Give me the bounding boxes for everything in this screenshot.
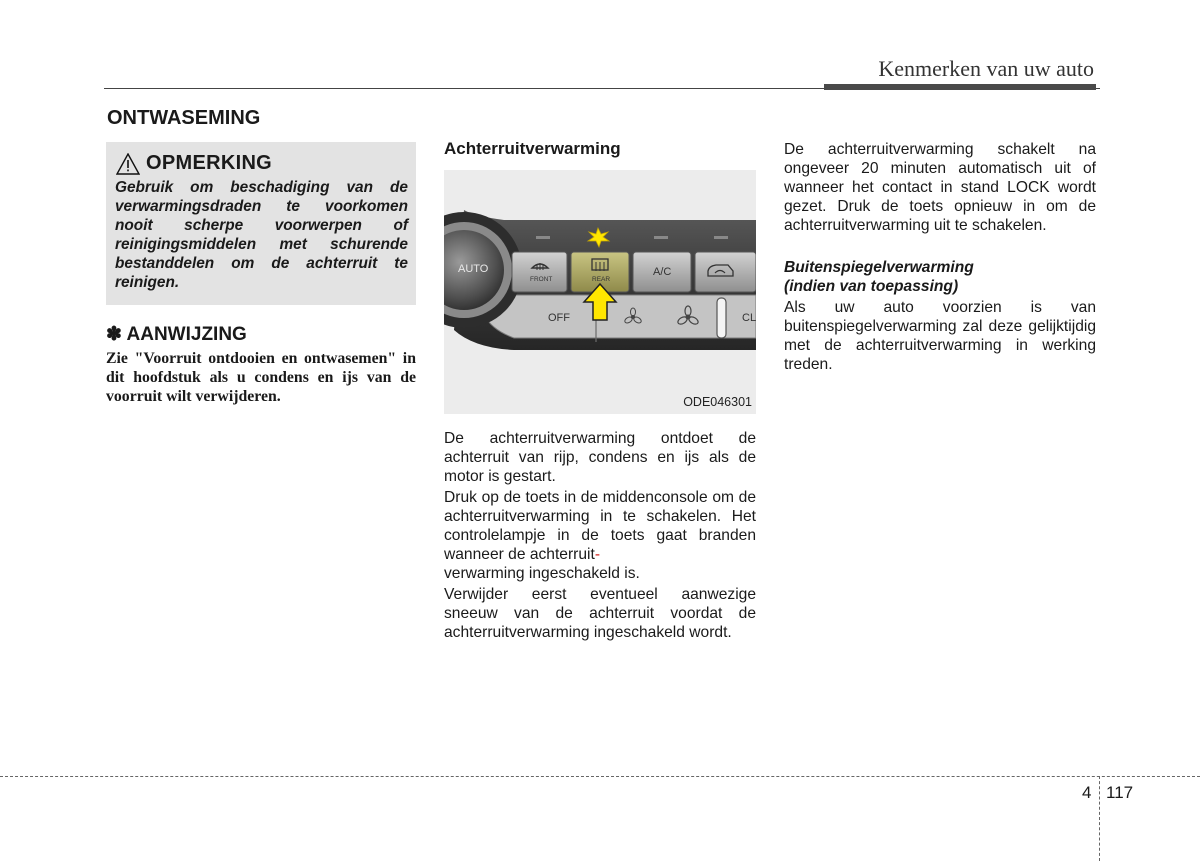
section-title: ONTWASEMING <box>107 107 261 129</box>
paragraph-snow: Verwijder eerst eventueel aanwezige sneeuw van de achterruit voordat de achterruitverwarming ingeschakeld wordt. <box>444 586 756 641</box>
ac-label: A/C <box>653 266 672 278</box>
auto-label: AUTO <box>458 263 489 275</box>
column-2-body <box>444 429 756 644</box>
header-rule-accent <box>824 84 1096 90</box>
paragraph-auto-off: De achterruitverwarming schakelt na ongeveer 20 minuten automatisch uit of wanneer het contact in stand LOCK wordt gezet. Druk de toets opnieuw in om de achterruitverwarming uit te schakelen. <box>784 141 1096 234</box>
mirror-heating-title <box>784 258 1096 296</box>
paragraph-usage-tail: verwarming ingeschakeld is. <box>444 565 640 582</box>
caution-box <box>106 142 416 305</box>
mirror-heating-body <box>784 298 1096 376</box>
warning-triangle-icon <box>116 153 140 175</box>
tip-text: Zie "Voorruit ontdooien en ontwasemen" in dit hoofdstuk als u condens en ijs van de voorruit wilt verwijderen. <box>106 350 416 405</box>
footer-divider <box>1099 776 1100 861</box>
hyphen-mark: - <box>594 546 601 563</box>
paragraph-usage-main: Druk op de toets in de middenconsole om de achterruitverwarming in te schakelen. Het controlelampje in de toets gaat branden wanneer de achterruit <box>444 489 756 563</box>
mirror-heating-title-line2: (indien van toepassing) <box>784 278 959 295</box>
climate-control-illustration <box>444 170 756 414</box>
caution-text: Gebruik om beschadiging van de verwarmingsdraden te voorkomen nooit scherpe voorwerpen of reinigingsmiddelen met schurende bestanddelen om de achterruit te reinigen. <box>115 179 408 291</box>
footer-rule <box>0 776 1200 777</box>
chapter-number: 4 <box>1082 783 1092 802</box>
tip-title: AANWIJZING <box>126 324 247 345</box>
caution-title: OPMERKING <box>146 152 273 174</box>
paragraph-mirror-heating: Als uw auto voorzien is van buitenspiegelverwarming zal deze gelijktijdig met de achterruitverwarming in werking treden. <box>784 299 1096 373</box>
column-3-body <box>784 140 1096 237</box>
subsection-title: Achterruitverwarming <box>444 139 621 158</box>
paragraph-function: De achterruitverwarming ontdoet de achterruit van rijp, condens en ijs als de motor is gestart. <box>444 430 756 485</box>
caution-heading <box>116 152 272 175</box>
front-label: FRONT <box>530 276 553 283</box>
off-label: OFF <box>548 312 570 324</box>
paragraph-usage <box>444 488 756 583</box>
running-header: Kenmerken van uw auto <box>878 56 1094 81</box>
page-number: 117 <box>1106 783 1134 802</box>
tip-symbol-icon: ✽ <box>106 324 122 345</box>
mirror-heating-title-line1: Buitenspiegelverwarming <box>784 259 974 276</box>
figure-code: ODE046301 <box>683 395 752 409</box>
rear-label: REAR <box>592 276 611 283</box>
clim-label: CL <box>742 312 756 324</box>
climate-panel-figure <box>444 170 756 414</box>
tip-heading <box>106 323 247 346</box>
